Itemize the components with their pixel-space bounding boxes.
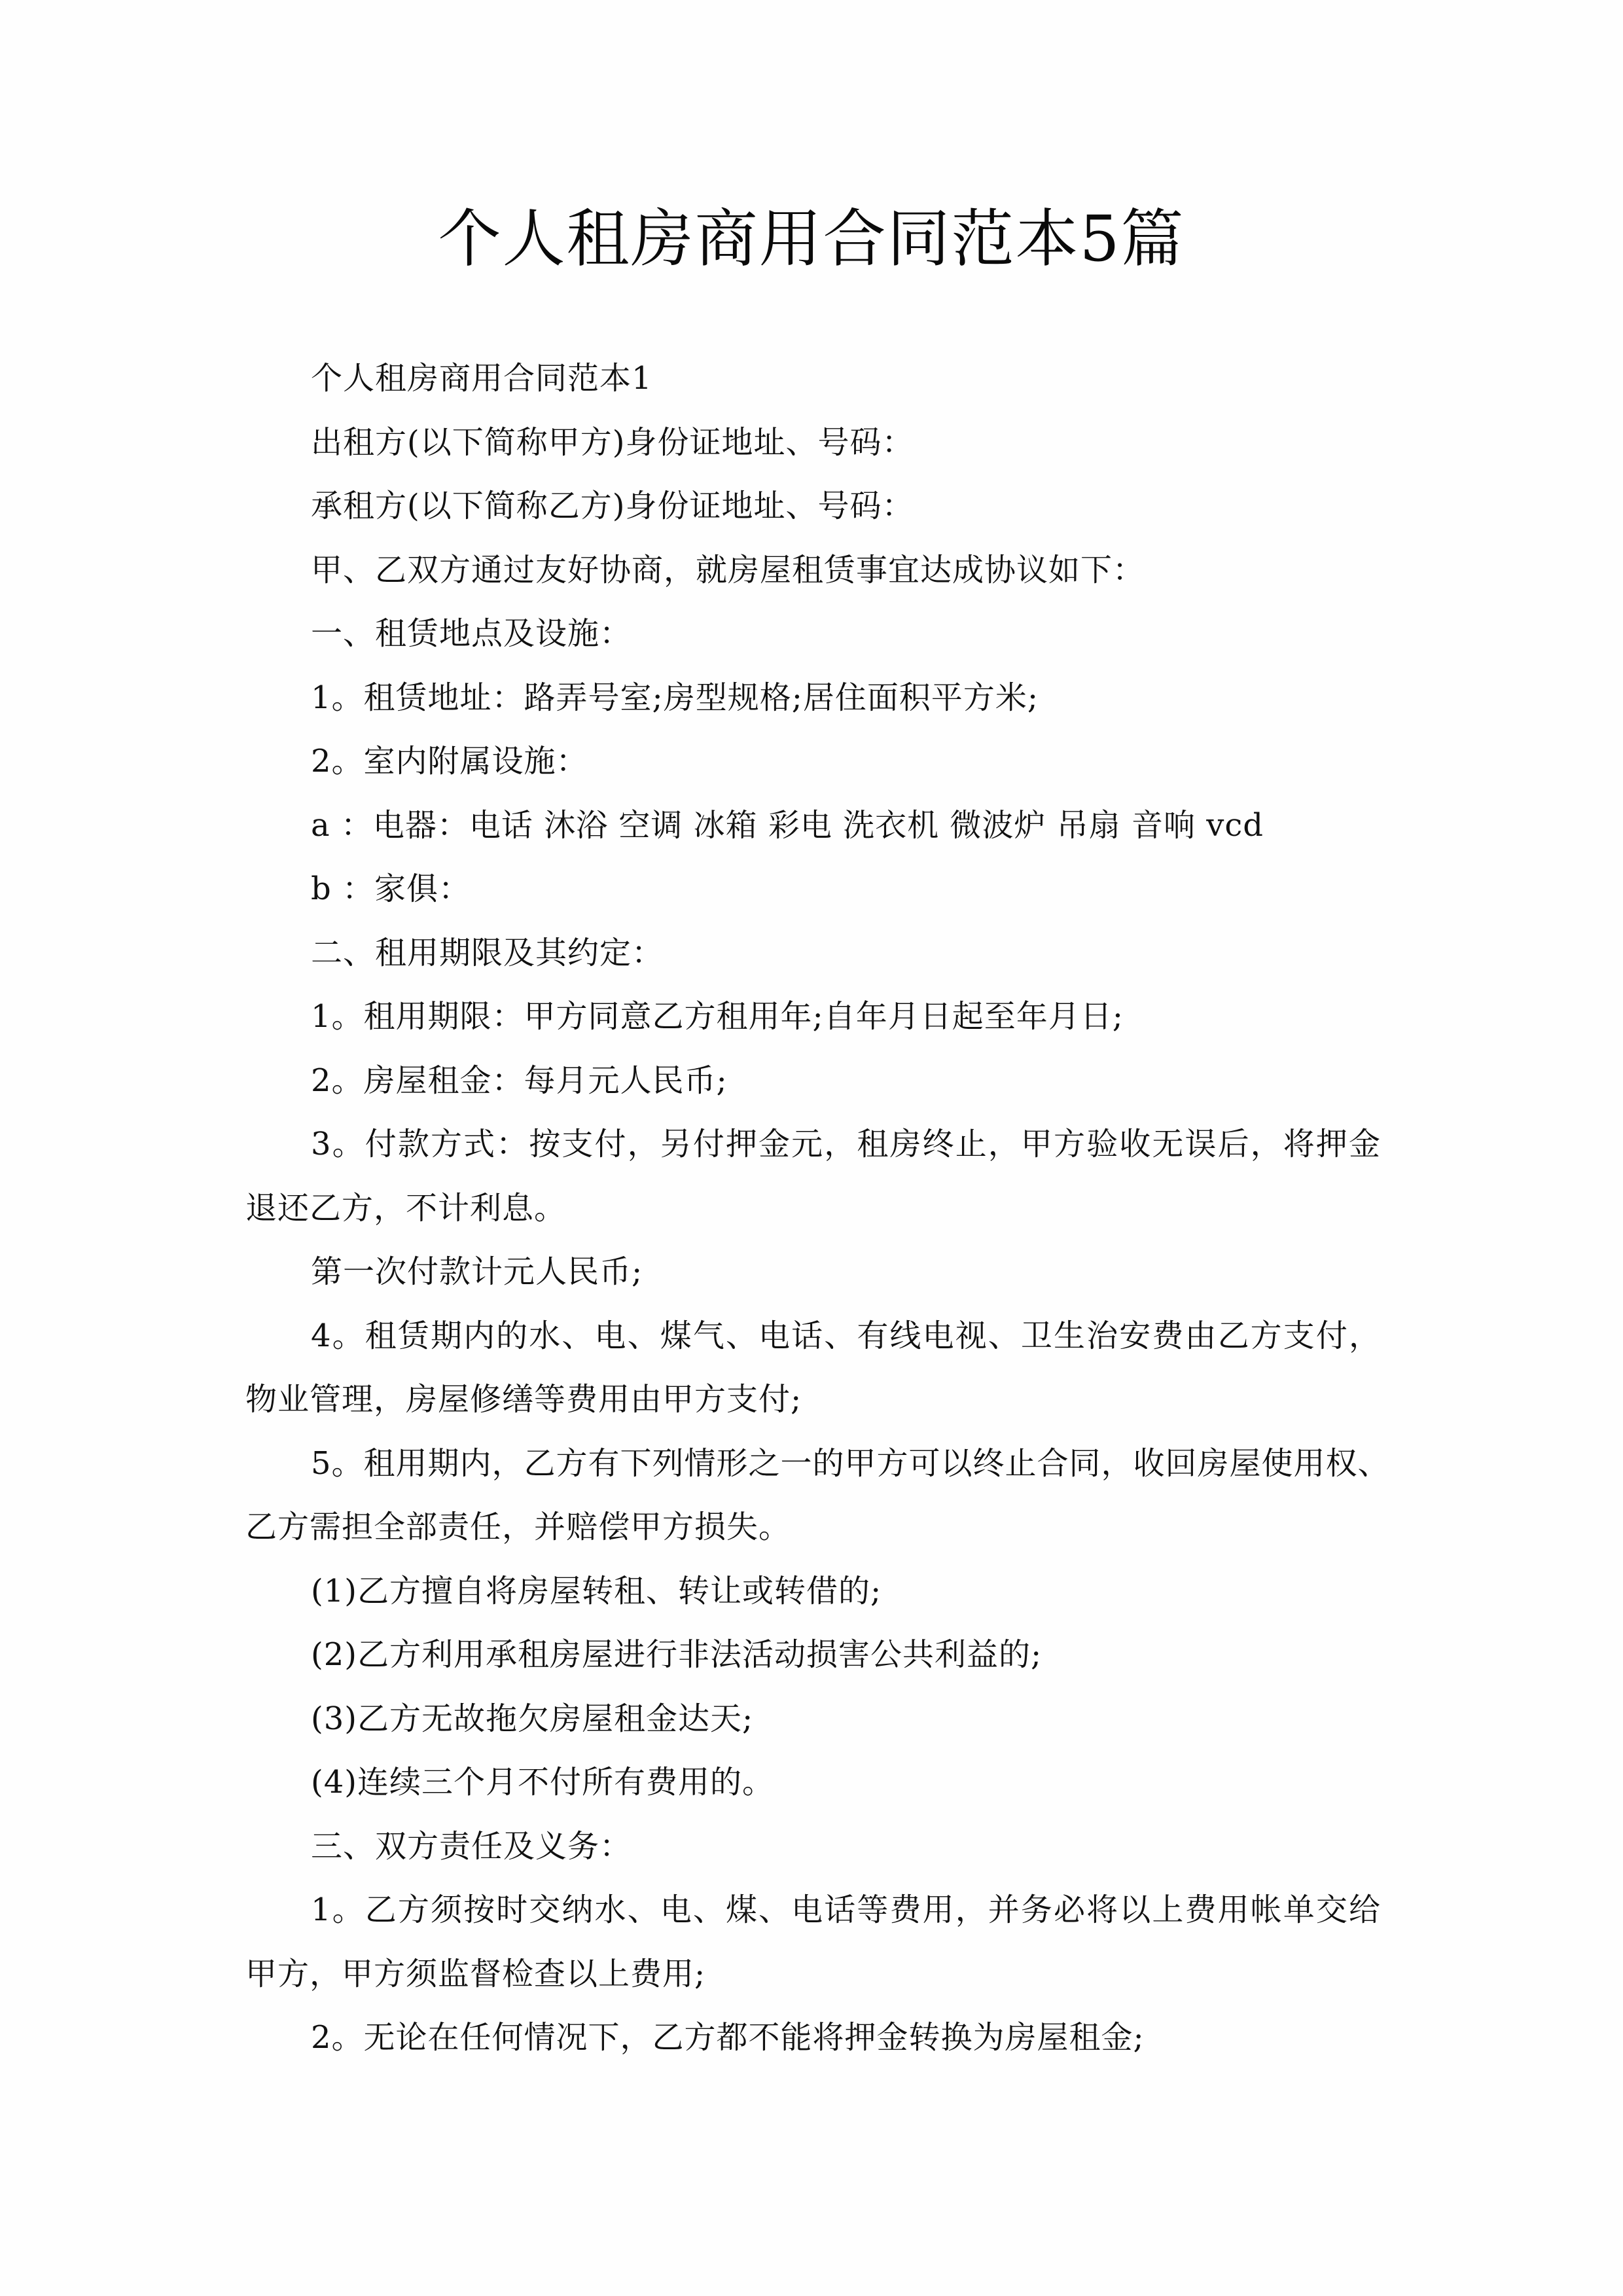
document-title: 个人租房商用合同范本5篇 [438,202,1185,276]
clause-heading-3: 三、双方责任及义务： [311,1827,632,1865]
clause-continuation: 物业管理，房屋修缮等费用由甲方支付; [245,1381,802,1418]
lessee-info-line: 承租方(以下简称乙方)身份证地址、号码： [311,488,914,524]
clause-line: 2。无论在任何情况下，乙方都不能将押金转换为房屋租金; [311,2019,1145,2056]
clause-heading-1: 一、租赁地点及设施： [311,615,632,652]
clause-line: 4。租赁期内的水、电、煤气、电话、有线电视、卫生治安费由乙方支付， [311,1317,1381,1354]
sub-clause: (4)连续三个月不付所有费用的。 [311,1764,774,1801]
clause-line: 1。租赁地址：路弄号室;房型规格;居住面积平方米; [311,679,1039,716]
clause-continuation: 退还乙方，不计利息。 [245,1189,567,1227]
agreement-intro: 甲、乙双方通过友好协商，就房屋租赁事宜达成协议如下： [311,551,1145,588]
sub-clause: (3)乙方无故拖欠房屋租金达天; [311,1700,754,1737]
clause-heading-2: 二、租用期限及其约定： [311,934,664,971]
clause-continuation: 甲方，甲方须监督检查以上费用; [245,1955,706,1992]
appliance-list: a ：电器：电话 沐浴 空调 冰箱 彩电 洗衣机 微波炉 吊扇 音响 vcd [311,806,1264,844]
sub-clause: (1)乙方擅自将房屋转租、转让或转借的; [311,1572,882,1609]
clause-line: 3。付款方式：按支付，另付押金元，租房终止，甲方验收无误后，将押金 [311,1126,1381,1162]
clause-continuation: 乙方需担全部责任，并赔偿甲方损失。 [245,1509,791,1545]
clause-line: 5。租用期内，乙方有下列情形之一的甲方可以终止合同，收回房屋使用权、 [311,1444,1390,1482]
clause-line: 第一次付款计元人民币; [311,1253,643,1290]
document-body [245,347,1390,2070]
clause-line: 2。室内附属设施： [311,743,588,780]
clause-line: 1。租用期限：甲方同意乙方租用年;自年月日起至年月日; [311,998,1124,1035]
section-heading: 个人租房商用合同范本1 [311,360,652,397]
lessor-info-line: 出租方(以下简称甲方)身份证地址、号码： [311,423,914,461]
sub-clause: (2)乙方利用承租房屋进行非法活动损害公共利益的; [311,1636,1043,1673]
clause-line: 2。房屋租金：每月元人民币; [311,1062,728,1099]
furniture-line: b ：家俱： [311,870,471,907]
clause-line: 1。乙方须按时交纳水、电、煤、电话等费用，并务必将以上费用帐单交给 [311,1892,1381,1928]
